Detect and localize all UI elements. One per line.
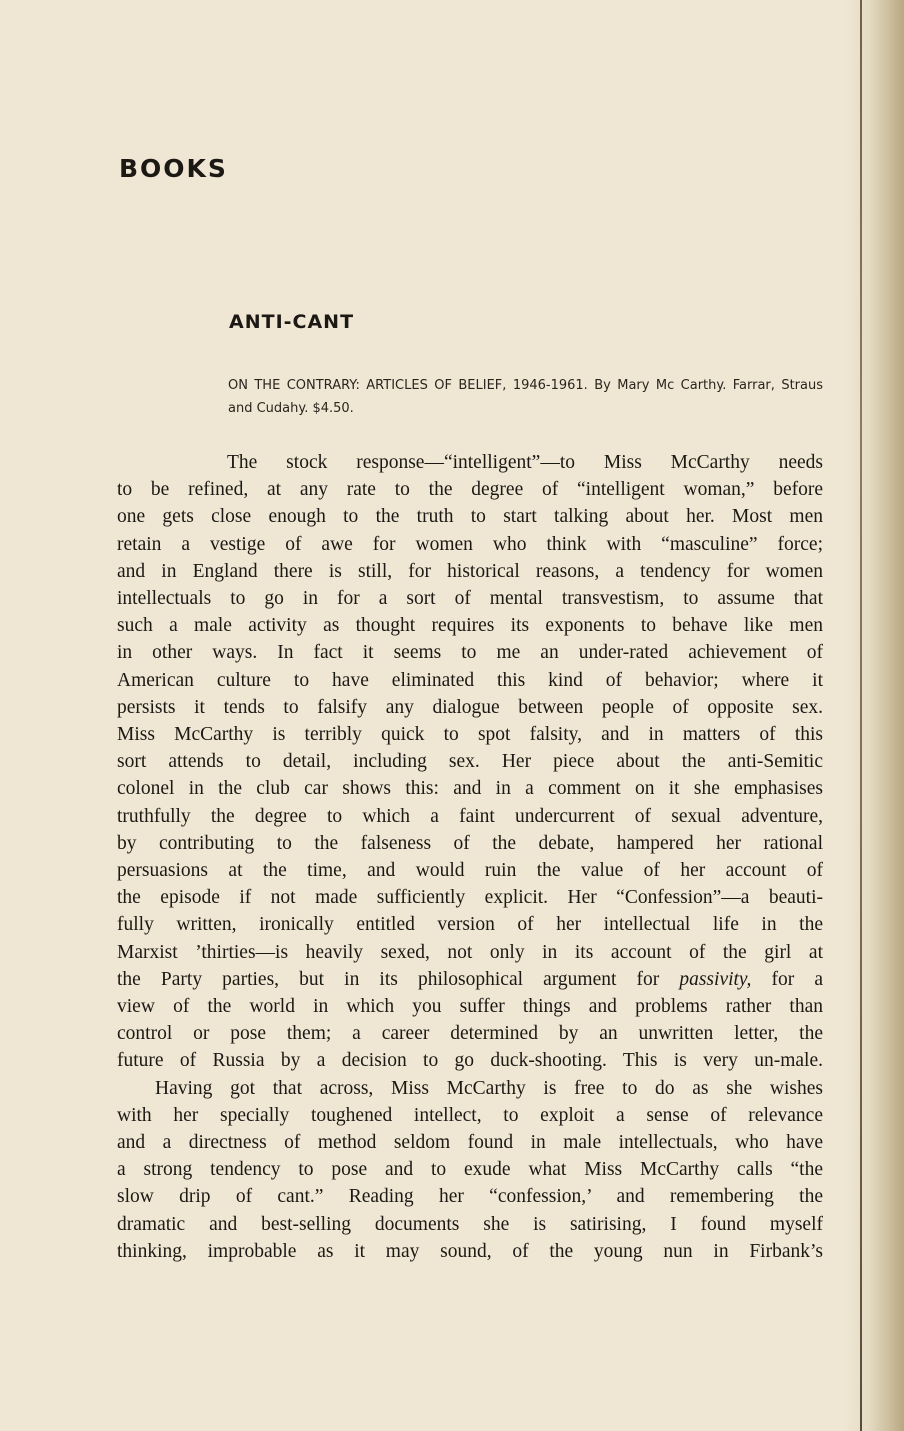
book-citation: ON THE CONTRARY: ARTICLES OF BELIEF, 1946-1961. By Mary Mc Carthy. Farrar, Straus and Cudahy. $4.50. (228, 378, 823, 416)
line: view of the world in which you suffer things and problems rather than (117, 996, 823, 1018)
article-body (117, 449, 823, 1265)
line: and a directness of method seldom found in male intellectuals, who have (117, 1132, 823, 1154)
line: intellectuals to go in for a sort of mental transvestism, to assume that (117, 588, 823, 610)
line: persuasions at the time, and would ruin the value of her account of (117, 860, 823, 882)
line: with her specially toughened intellect, to exploit a sense of relevance (117, 1104, 823, 1126)
section-heading: BOOKS (119, 154, 228, 183)
line: such a male activity as thought requires its exponents to behave like men (117, 615, 823, 637)
line: a strong tendency to pose and to exude what Miss McCarthy calls “the (117, 1159, 823, 1181)
line-part: the Party parties, but in its philosophical argument for (117, 968, 680, 990)
line: by contributing to the falseness of the debate, hampered her rational (117, 832, 823, 854)
line: one gets close enough to the truth to start talking about her. Most men (117, 506, 823, 528)
line: Miss McCarthy is terribly quick to spot falsity, and in matters of this (117, 724, 823, 746)
paragraph-2 (117, 1075, 823, 1265)
line: The stock response—“intelligent”—to Miss McCarthy needs (227, 452, 823, 473)
line: Marxist ’thirties—is heavily sexed, not only in its account of the girl at (117, 941, 823, 963)
line: to be refined, at any rate to the degree of “intelligent woman,” before (117, 479, 823, 501)
line: slow drip of cant.” Reading her “confession,’ and remembering the (117, 1186, 823, 1208)
page-edge (844, 0, 904, 1431)
line: and in England there is still, for historical reasons, a tendency for women (117, 560, 823, 582)
line: American culture to have eliminated this kind of behavior; where it (117, 669, 823, 691)
line-part: for a (751, 968, 823, 990)
line: dramatic and best-selling documents she is satirising, I found myself (117, 1213, 823, 1235)
line: in other ways. In fact it seems to me an under-rated achievement of (117, 642, 823, 664)
page-edge-shadow (860, 0, 862, 1431)
line: persists it tends to falsify any dialogue between people of opposite sex. (117, 696, 823, 718)
line: thinking, improbable as it may sound, of the young nun in Firbank’s (117, 1240, 823, 1262)
line: the episode if not made sufficiently explicit. Her “Confession”—a beauti- (117, 887, 823, 909)
line: truthfully the degree to which a faint undercurrent of sexual adventure, (117, 805, 823, 827)
line: colonel in the club car shows this: and in a comment on it she emphasises (117, 778, 823, 800)
italic-emphasis: passivity, (679, 968, 752, 990)
line: Having got that across, Miss McCarthy is free to do as she wishes (155, 1077, 823, 1099)
line: retain a vestige of awe for women who think with “masculine” force; (117, 533, 823, 555)
line: sort attends to detail, including sex. Her piece about the anti-Semitic (117, 751, 823, 773)
line: fully written, ironically entitled version of her intellectual life in the (117, 914, 823, 936)
line: control or pose them; a career determined by an unwritten letter, the (117, 1023, 823, 1045)
paragraph-1 (117, 449, 823, 1075)
article-title: ANTI-CANT (229, 311, 355, 333)
line: future of Russia by a decision to go duck-shooting. This is very un-male. (117, 1050, 823, 1072)
